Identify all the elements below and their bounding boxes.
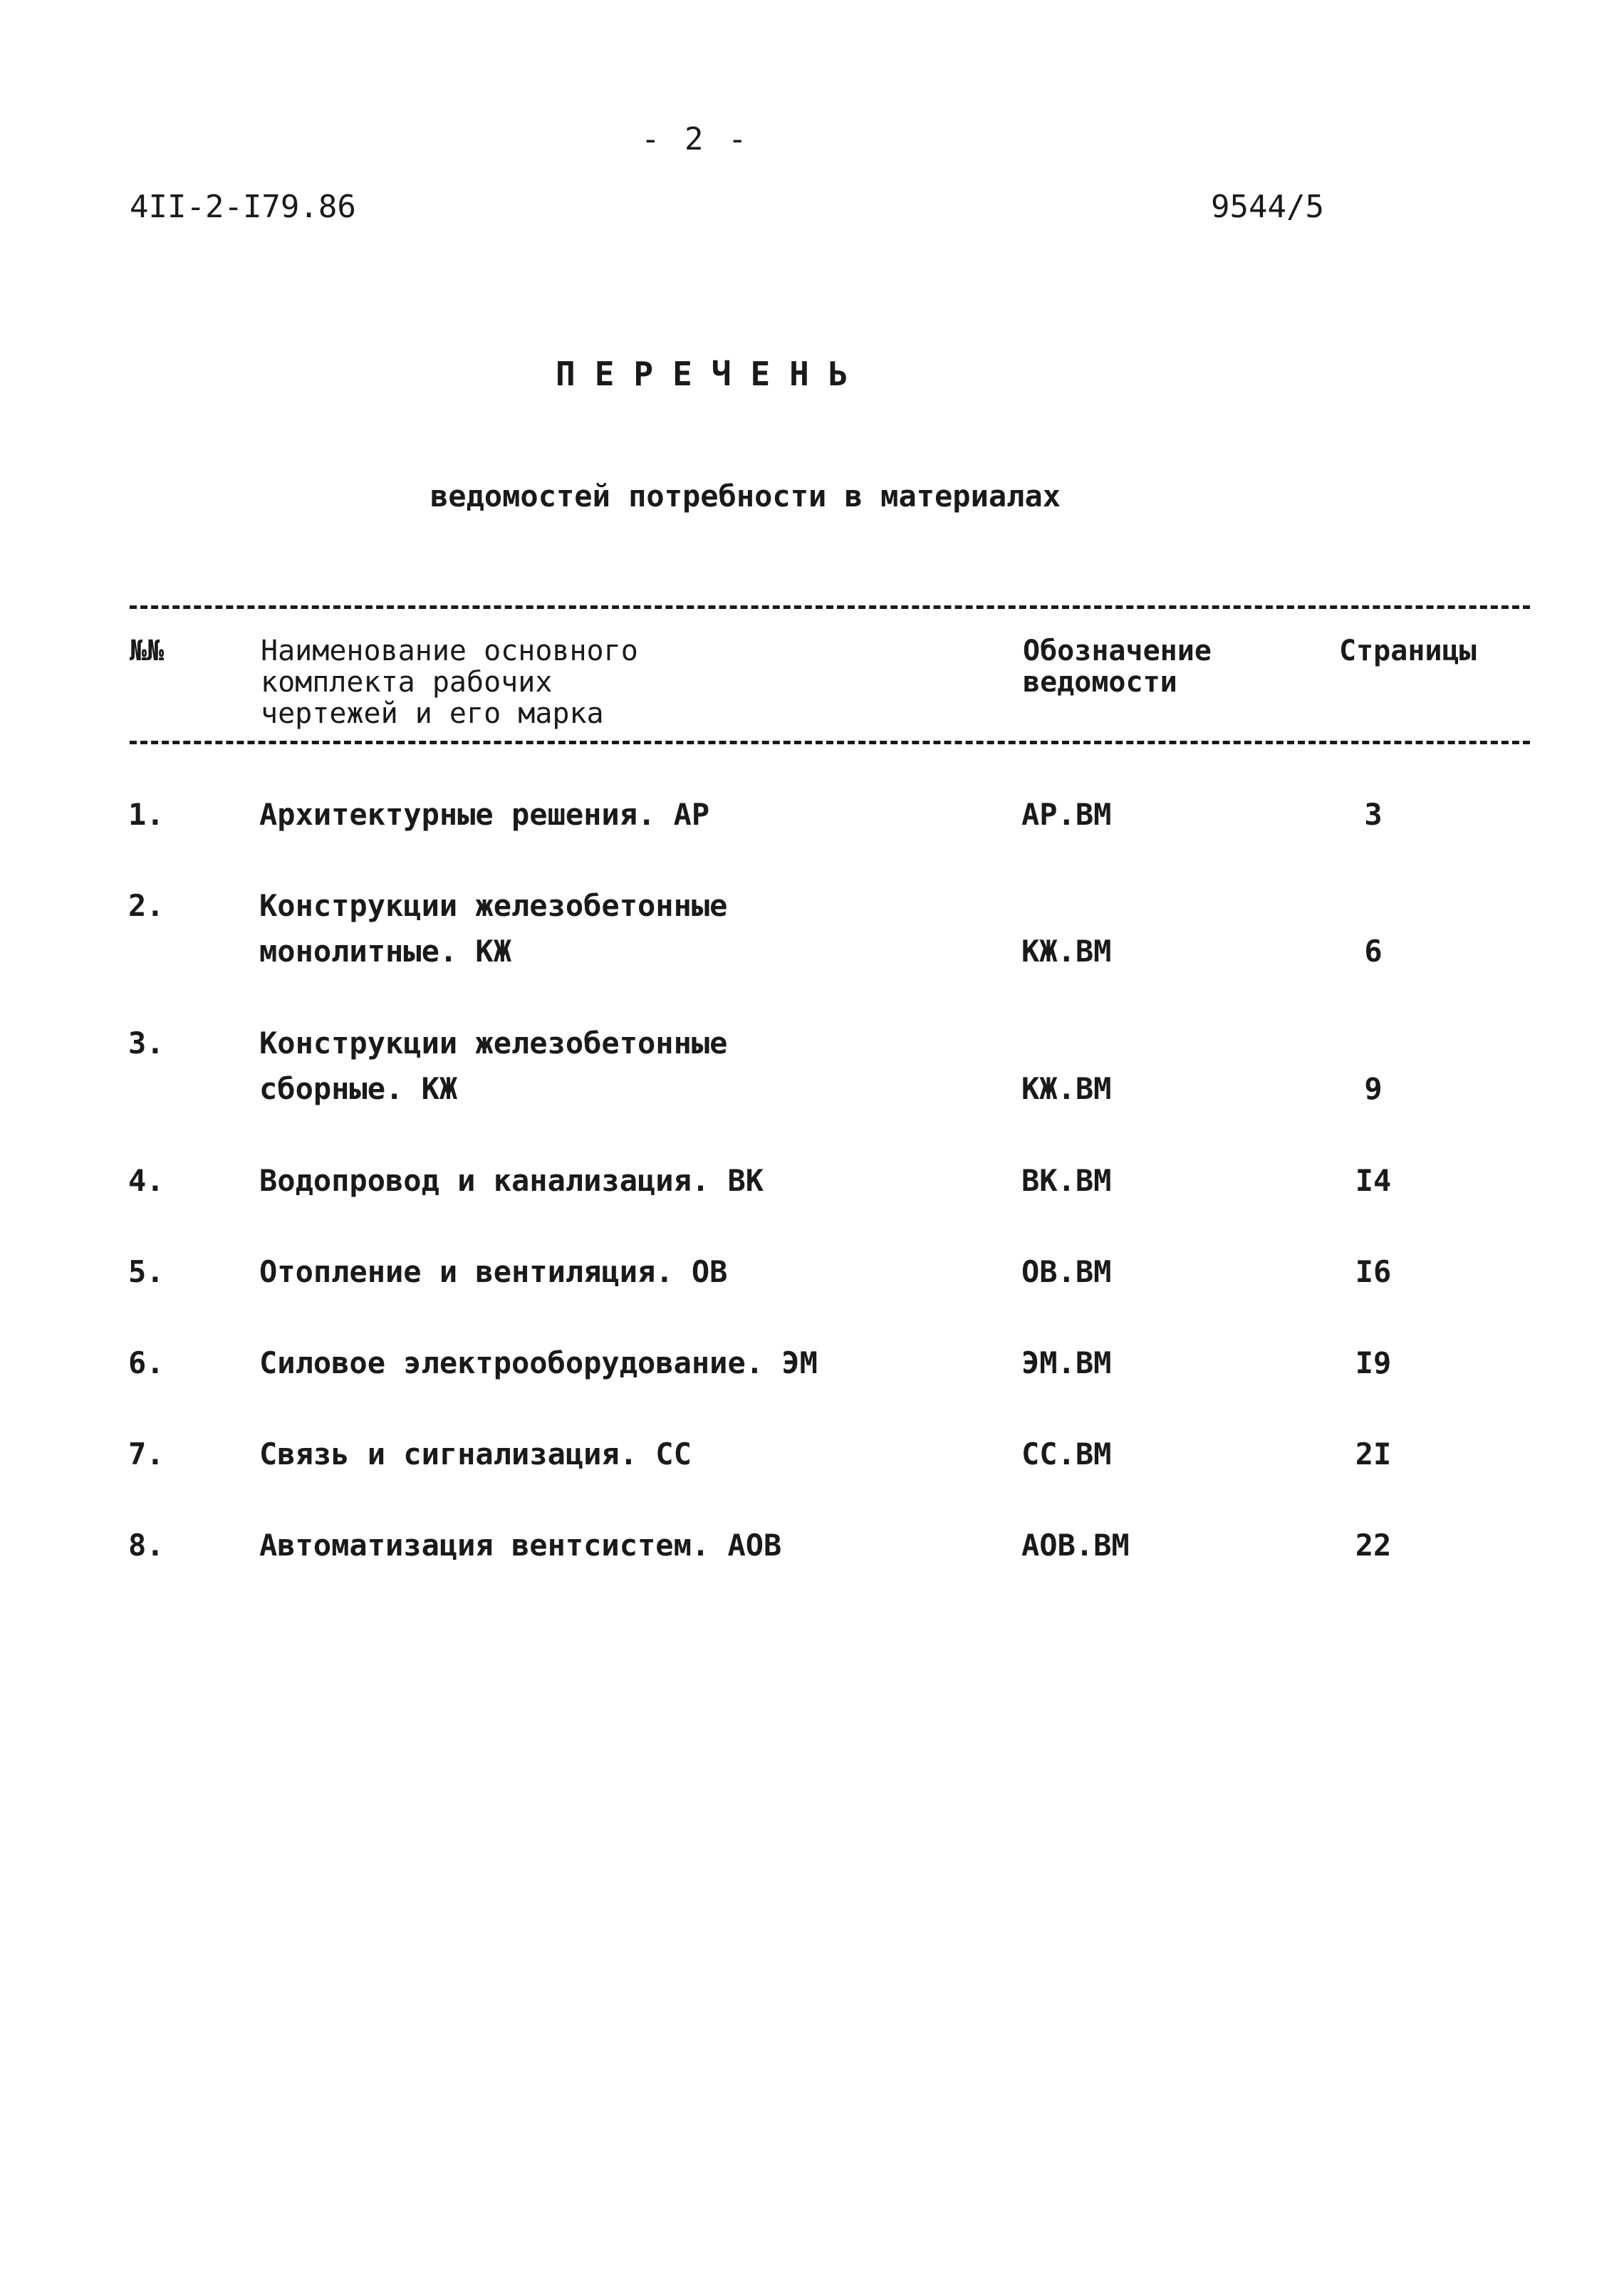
- row-name: Водопровод и канализация. ВК: [259, 1163, 764, 1198]
- row-number: 7.: [128, 1437, 165, 1471]
- page-subtitle: ведомостей потребности в материалах: [430, 479, 1061, 514]
- row-name: Связь и сигнализация. СС: [259, 1437, 692, 1471]
- row-page: I9: [1355, 1345, 1392, 1380]
- row-page: I6: [1355, 1254, 1392, 1289]
- table-top-rule: [130, 605, 1530, 609]
- row-number: 4.: [128, 1163, 165, 1198]
- row-designation: ВК.ВМ: [1021, 1163, 1112, 1198]
- row-page: I4: [1355, 1163, 1392, 1198]
- table-header-rule: [130, 741, 1530, 744]
- row-number: 8.: [128, 1528, 165, 1563]
- row-designation: АОВ.ВМ: [1021, 1528, 1130, 1563]
- row-designation: КЖ.ВМ: [1021, 1071, 1112, 1106]
- page-title: ПЕРЕЧЕНЬ: [556, 355, 868, 393]
- row-name: Автоматизация вентсистем. АОВ: [259, 1528, 782, 1563]
- row-page: 22: [1355, 1528, 1392, 1563]
- page-number: - 2 -: [641, 121, 750, 157]
- row-designation: КЖ.ВМ: [1021, 934, 1112, 969]
- row-name: Отопление и вентиляция. ОВ: [259, 1254, 728, 1289]
- row-number: 3.: [128, 1026, 165, 1061]
- row-page: 3: [1364, 797, 1383, 832]
- row-designation: ЭМ.ВМ: [1021, 1345, 1112, 1380]
- row-designation: АР.ВМ: [1021, 797, 1112, 832]
- row-name: Архитектурные решения. АР: [259, 797, 710, 832]
- column-header-number: №№: [130, 635, 165, 667]
- document-code: 4II-2-I79.86: [130, 189, 356, 225]
- row-name: Конструкции железобетонные монолитные. КЖ: [259, 888, 728, 969]
- row-name: Конструкции железобетонные сборные. КЖ: [259, 1026, 728, 1106]
- column-header-name: Наименование основного комплекта рабочих чертежей и его марка: [261, 635, 638, 730]
- row-number: 5.: [128, 1254, 165, 1289]
- row-number: 2.: [128, 888, 165, 923]
- row-designation: СС.ВМ: [1021, 1437, 1112, 1471]
- row-page: 2I: [1355, 1437, 1392, 1471]
- row-designation: ОВ.ВМ: [1021, 1254, 1112, 1289]
- row-number: 6.: [128, 1345, 165, 1380]
- row-number: 1.: [128, 797, 165, 832]
- row-page: 9: [1364, 1071, 1383, 1106]
- column-header-pages: Страницы: [1339, 635, 1477, 667]
- column-header-designation: Обозначение ведомости: [1023, 635, 1212, 699]
- row-name: Силовое электрооборудование. ЭМ: [259, 1345, 818, 1380]
- document-index: 9544/5: [1211, 189, 1324, 225]
- row-page: 6: [1364, 934, 1383, 969]
